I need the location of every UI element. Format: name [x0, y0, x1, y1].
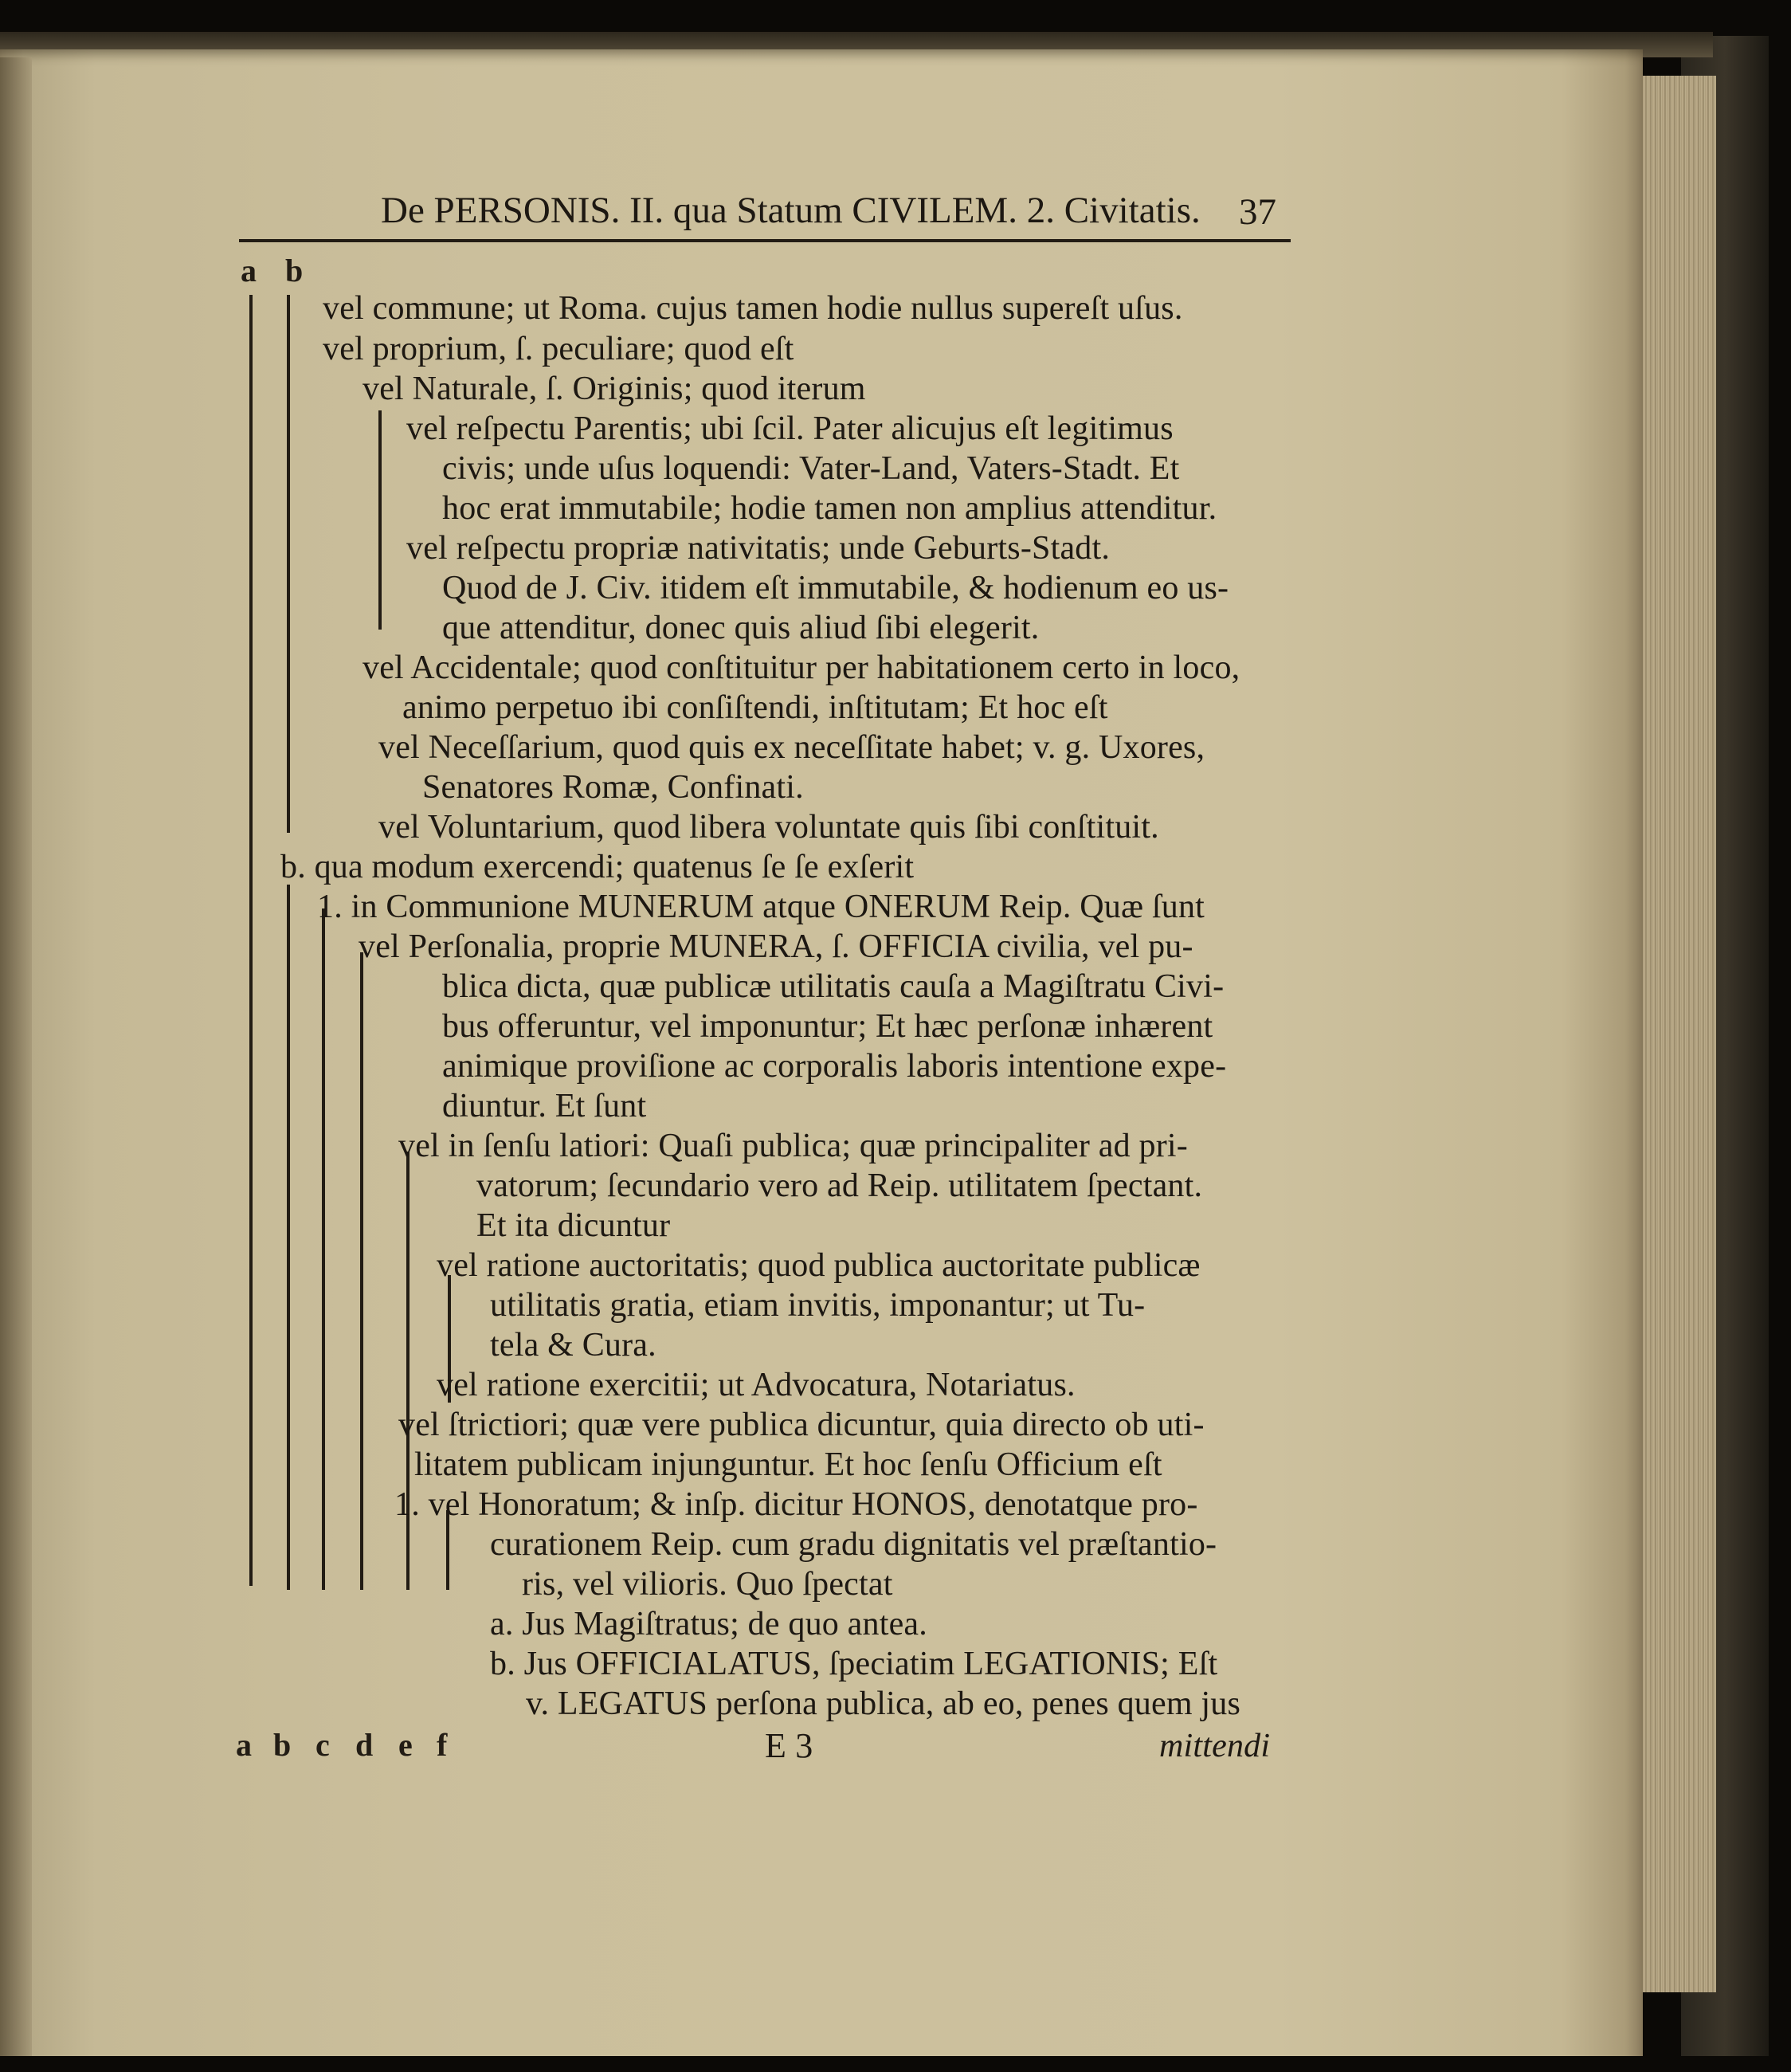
text-line-35: b. Jus OFFICIALATUS, ſpeciatim LEGATIONIS; Eſt — [490, 1646, 1218, 1682]
text-line-36: v. LEGATUS perſona publica, ab eo, penes quem jus — [526, 1685, 1241, 1722]
text-line-19: bus offeruntur, vel imponuntur; Et hæc perſonæ inhærent — [442, 1008, 1213, 1045]
text-line-14: vel Voluntarium, quod libera voluntate quis ſibi conſtituit. — [378, 809, 1159, 846]
text-line-26: utilitatis gratia, etiam invitis, imponantur; ut Tu- — [490, 1287, 1146, 1324]
text-line-24: Et ita dicuntur — [476, 1207, 671, 1244]
text-line-25: vel ratione auctoritatis; quod publica auctoritate publicæ — [437, 1247, 1201, 1284]
text-line-16: 1. in Communione MUNERUM atque ONERUM Reip. Quæ ſunt — [317, 889, 1205, 925]
bracket-bar-c — [322, 908, 325, 1590]
running-title — [381, 188, 1201, 233]
text-line-13: Senatores Romæ, Confinati. — [422, 769, 804, 806]
text-line-28: vel ratione exercitii; ut Advocatura, Notariatus. — [437, 1367, 1076, 1403]
text-line-9: que attenditur, donec quis aliud ſibi elegerit. — [442, 610, 1040, 646]
text-line-31: 1. vel Honoratum; & inſp. dicitur HONOS, denotatque pro- — [394, 1486, 1198, 1523]
bracket-letter-a-bottom: a — [236, 1727, 252, 1763]
bracket-bar-b-lower — [287, 885, 290, 1590]
text-line-23: vatorum; ſecundario vero ad Reip. utilitatem ſpectant. — [476, 1167, 1203, 1204]
text-line-7: vel reſpectu propriæ nativitatis; unde Geburts-Stadt. — [406, 530, 1111, 567]
text-line-17: vel Perſonalia, proprie MUNERA, ſ. OFFICIA civilia, vel pu- — [359, 928, 1193, 965]
text-line-27: tela & Cura. — [490, 1327, 656, 1364]
running-title-text: De PERSONIS. II. qua Statum CIVILEM. 2. Civitatis. — [381, 190, 1201, 231]
signature-mark: E 3 — [765, 1726, 813, 1765]
text-line-30: litatem publicam injunguntur. Et hoc ſenſu Officium eſt — [414, 1446, 1162, 1483]
text-line-11: animo perpetuo ibi conſiſtendi, inſtitutam; Et hoc eſt — [402, 689, 1108, 726]
text-line-29: vel ſtrictiori; quæ vere publica dicuntur, quia directo ob uti- — [398, 1407, 1205, 1443]
bracket-letter-e-bottom: e — [398, 1727, 413, 1763]
bracket-bar-a — [249, 295, 253, 1586]
text-line-34: a. Jus Magiſtratus; de quo antea. — [490, 1606, 927, 1642]
text-line-2: vel proprium, ſ. peculiare; quod eſt — [323, 331, 794, 367]
catchword: mittendi — [1159, 1728, 1271, 1764]
bracket-bar-b-upper — [287, 295, 290, 833]
text-line-4: vel reſpectu Parentis; ubi ſcil. Pater alicujus eſt legitimus — [406, 410, 1174, 447]
text-line-32: curationem Reip. cum gradu dignitatis vel præſtantio- — [490, 1526, 1217, 1563]
text-line-10: vel Accidentale; quod conſtituitur per habitationem certo in loco, — [363, 649, 1240, 686]
page-number: 37 — [1239, 191, 1276, 233]
bracket-letter-c-bottom: c — [315, 1727, 330, 1763]
text-line-22: vel in ſenſu latiori: Quaſi publica; quæ principaliter ad pri- — [398, 1128, 1188, 1164]
text-line-21: diuntur. Et ſunt — [442, 1088, 647, 1124]
text-line-18: blica dicta, quæ publicæ utilitatis cauſa a Magiſtratu Civi- — [442, 968, 1225, 1005]
text-line-33: ris, vel vilioris. Quo ſpectat — [522, 1566, 893, 1603]
bracket-bar-d — [360, 952, 363, 1590]
text-line-15: b. qua modum exercendi; quatenus ſe ſe exſerit — [280, 849, 915, 885]
text-line-8: Quod de J. Civ. itidem eſt immutabile, & hodienum eo us- — [442, 570, 1229, 606]
bracket-letter-b: b — [285, 253, 304, 288]
bracket-letter-f-bottom: f — [437, 1727, 448, 1763]
text-line-3: vel Naturale, ſ. Originis; quod iterum — [363, 371, 866, 407]
bracket-letter-d-bottom: d — [355, 1727, 374, 1763]
bracket-letter-b-bottom: b — [273, 1727, 292, 1763]
text-line-12: vel Neceſſarium, quod quis ex neceſſitate habet; v. g. Uxores, — [378, 729, 1205, 766]
text-line-6: hoc erat immutabile; hodie tamen non amplius attenditur. — [442, 490, 1217, 527]
text-line-1: vel commune; ut Roma. cujus tamen hodie nullus supereſt uſus. — [323, 290, 1183, 327]
header-rule — [239, 239, 1291, 242]
gutter-shadow — [0, 57, 32, 2056]
bracket-letter-a: a — [241, 253, 257, 288]
text-line-5: civis; unde uſus loquendi: Vater-Land, Vaters-Stadt. Et — [442, 450, 1180, 487]
bracket-bar-inner — [378, 410, 382, 630]
text-line-20: animique proviſione ac corporalis laboris intentione expe- — [442, 1048, 1227, 1085]
